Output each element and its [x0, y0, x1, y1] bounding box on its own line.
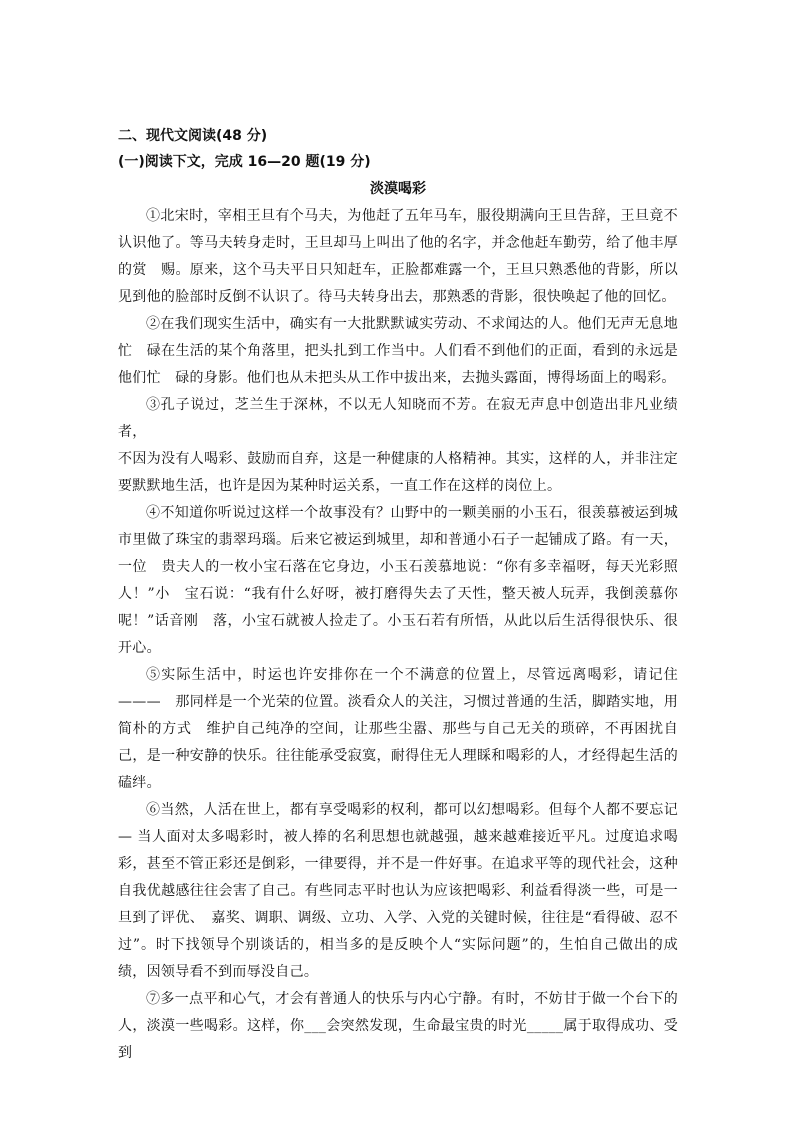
paragraph-3: ③孔子说过，芝兰生于深林，不以无人知晓而不芳。在寂无声息中创造出非凡业绩者， — [118, 397, 678, 440]
paragraph-4: ④不知道你听说过这样一个故事没有？山野中的一颗美丽的小玉石，很羡慕被运到城市里做了珠宝的翡翠玛瑙。后来它被运到城里，却和普通小石子一起铺成了路。有一天，一位 贵夫人的一枚小宝石落在它身边，小玉石羡慕地说：“你有多幸福呀，每天光彩照人！”小 宝石说：“我有什么好呀，被打磨得失去了天性，整天被人玩弄，我倒羡慕你呢！”话音刚 落，小宝石就被人捡走了。小玉石若有所悟，从此以后生活得很快乐、很开心。 — [118, 505, 678, 656]
paragraph-3-continued: 不因为没有人喝彩、鼓励而自弃，这是一种健康的人格精神。其实，这样的人，并非注定要默默地生活，也许是因为某种时运关系，一直工作在这样的岗位上。 — [118, 451, 678, 494]
paragraph-7: ⑦多一点平和心气，才会有普通人的快乐与内心宁静。有时，不妨甘于做一个台下的人，淡漠一些喝彩。这样，你___会突然发现，生命最宝贵的时光_____属于取得成功、受到 — [118, 991, 678, 1061]
paragraph-5: ⑤实际生活中，时运也许安排你在一个不满意的位置上，尽管远离喝彩，请记住——— 那同样是一个光荣的位置。淡看众人的关注，习惯过普通的生活，脚踏实地，用简朴的方式 维护自己纯净的空间，让那些尘嚣、那些与自己无关的琐碎，不再困扰自己，是一种安静的快乐。往往能承受寂寞，耐得住无人理睬和喝彩的人，才经得起生活的磕绊。 — [118, 667, 678, 791]
paragraph-2: ②在我们现实生活中，确实有一大批默默诚实劳动、不求闻达的人。他们无声无息地忙 碌在生活的某个角落里，把头扎到工作当中。人们看不到他们的正面，看到的永远是他们忙 碌的身影。他们也从未把头从工作中拔出来，去抛头露面，博得场面上的喝彩。 — [118, 316, 678, 386]
reading-subheading: (一)阅读下文，完成 16—20 题(19 分) — [118, 154, 371, 170]
paragraph-6: ⑥当然，人活在世上，都有享受喝彩的权利，都可以幻想喝彩。但每个人都不要忘记— 当人面对太多喝彩时，被人捧的名利思想也就越强，越来越难接近平凡。过度追求喝彩，甚至不管正彩还是倒彩，一律要得，并不是一件好事。在追求平等的现代社会，这种自我优越感往往会害了自己。有些同志平时也认为应该把喝彩、利益看得淡一些，可是一旦到了评优、 嘉奖、调职、调级、立功、入学、入党的关键时候，往往是“看得破、忍不过”。时下找领导个别谈话的，相当多的是反映个人“实际问题”的，生怕自己做出的成绩，因领导看不到而辱没自己。 — [118, 802, 678, 980]
paragraph-1: ①北宋时，宰相王旦有个马夫，为他赶了五年马车，服役期满向王旦告辞，王旦竟不认识他了。等马夫转身走时，王旦却马上叫出了他的名字，并念他赶车勤劳，给了他丰厚的赏 赐。原来，这个马夫平日只知赶车，正脸都难露一个，王旦只熟悉他的背影，所以见到他的脸部时反倒不认识了。待马夫转身出去，那熟悉的背影，很快唤起了他的回忆。 — [118, 208, 678, 305]
article-title: 淡漠喝彩 — [370, 181, 426, 197]
section-heading: 二、现代文阅读(48 分) — [118, 128, 268, 144]
exam-page — [118, 125, 678, 1067]
